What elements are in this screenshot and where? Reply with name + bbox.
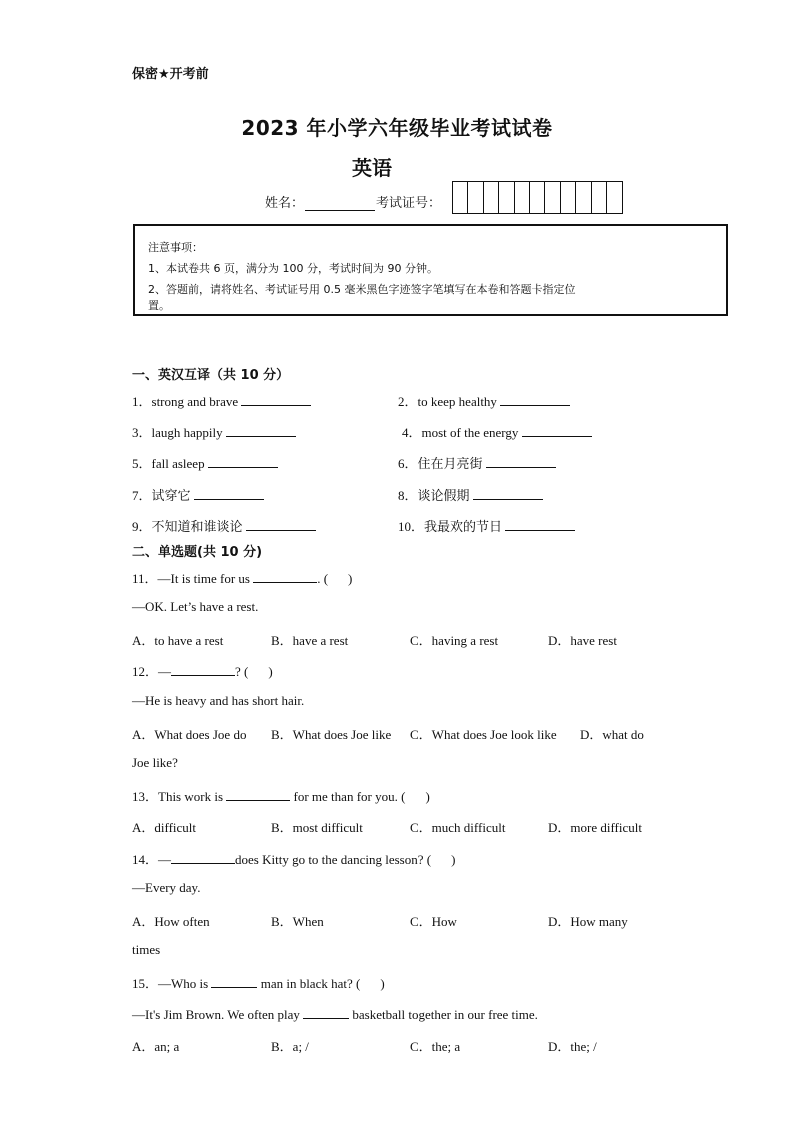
answer-blank[interactable] xyxy=(522,423,592,437)
stem-text: ? ( xyxy=(235,664,249,679)
stem-text: for me than for you. ( xyxy=(293,789,406,804)
question-6 xyxy=(398,453,556,472)
exam-number-cell[interactable] xyxy=(468,182,483,213)
question-number: 2． xyxy=(398,394,418,409)
answer-blank[interactable] xyxy=(226,423,296,437)
question-text: fall asleep xyxy=(151,456,205,471)
question-text: 谈论假期 xyxy=(417,489,470,504)
answer-blank[interactable] xyxy=(486,454,556,468)
name-row xyxy=(265,192,441,211)
stem-text: ) xyxy=(348,571,353,586)
exam-number-cell[interactable] xyxy=(515,182,530,213)
question-text: 我最欢的节日 xyxy=(424,520,503,535)
question-8 xyxy=(398,485,543,504)
question-11-stem xyxy=(132,568,352,587)
answer-blank[interactable] xyxy=(226,787,290,801)
stem-text: ) xyxy=(268,664,273,679)
question-15-reply xyxy=(132,1005,538,1023)
section-2-title: 二、单选题(共 10 分) xyxy=(132,545,263,560)
question-14-stem xyxy=(132,849,455,868)
exam-number-cell[interactable] xyxy=(561,182,576,213)
option-a[interactable]: A．How often xyxy=(132,914,210,929)
question-text: strong and brave xyxy=(151,394,239,409)
confidential-mark: 保密★开考前 xyxy=(132,67,209,82)
notice-title: 注意事项： xyxy=(148,241,203,254)
name-label: 姓名： xyxy=(265,196,305,211)
exam-subject: 英语 xyxy=(352,156,392,180)
question-13-stem xyxy=(132,786,430,805)
stem-text: 14．— xyxy=(132,852,172,867)
stem-text: ) xyxy=(380,976,385,991)
option-c[interactable]: C．What does Joe look like xyxy=(410,727,557,742)
option-d-wrap: Joe like? xyxy=(132,755,178,770)
question-number: 10． xyxy=(398,519,425,534)
notice-line-2-cont: 置。 xyxy=(148,299,170,312)
exam-title: 2023 年小学六年级毕业考试试卷 xyxy=(241,116,553,140)
answer-blank[interactable] xyxy=(473,486,543,500)
question-5 xyxy=(132,453,278,472)
option-a[interactable]: A．to have a rest xyxy=(132,633,224,648)
question-12-reply: —He is heavy and has short hair. xyxy=(132,693,305,708)
exam-no-label: 考试证号： xyxy=(376,196,442,211)
notice-line-2: 2、答题前，请将姓名、考试证号用 0.5 毫米黑色字迹签字笔填写在本卷和答题卡指定位 xyxy=(148,283,576,296)
question-4 xyxy=(402,422,592,441)
answer-blank[interactable] xyxy=(253,569,317,583)
stem-text: ) xyxy=(425,789,430,804)
stem-text: 12．— xyxy=(132,664,172,679)
question-1 xyxy=(132,391,311,410)
exam-number-cell[interactable] xyxy=(576,182,591,213)
question-number: 3． xyxy=(132,425,152,440)
option-b[interactable]: B．most difficult xyxy=(271,820,363,835)
question-text: 不知道和谁谈论 xyxy=(151,520,243,535)
question-11-reply: —OK. Let’s have a rest. xyxy=(132,599,259,614)
answer-blank[interactable] xyxy=(500,392,570,406)
section-1-title: 一、英汉互译（共 10 分） xyxy=(132,368,290,383)
question-12-stem xyxy=(132,661,273,680)
option-d[interactable]: D．more difficult xyxy=(548,820,642,835)
question-text: 试穿它 xyxy=(151,489,191,504)
answer-blank[interactable] xyxy=(241,392,311,406)
question-9 xyxy=(132,516,316,535)
answer-blank[interactable] xyxy=(303,1005,349,1019)
stem-text: . ( xyxy=(317,571,329,586)
option-d[interactable]: D．How many xyxy=(548,914,628,929)
question-number: 9． xyxy=(132,519,152,534)
exam-number-cell[interactable] xyxy=(545,182,560,213)
answer-blank[interactable] xyxy=(171,662,235,676)
question-10 xyxy=(398,516,575,535)
option-c[interactable]: C．How xyxy=(410,914,457,929)
option-d[interactable]: D．have rest xyxy=(548,633,617,648)
option-c[interactable]: C．the; a xyxy=(410,1039,461,1054)
question-text: 住在月亮街 xyxy=(417,457,483,472)
question-number: 7． xyxy=(132,488,152,503)
answer-blank[interactable] xyxy=(208,454,278,468)
answer-blank[interactable] xyxy=(505,517,575,531)
exam-number-cell[interactable] xyxy=(453,182,468,213)
option-b[interactable]: B．When xyxy=(271,914,324,929)
notice-box xyxy=(133,224,728,316)
option-d[interactable]: D．what do xyxy=(580,727,644,742)
exam-number-cell[interactable] xyxy=(592,182,607,213)
stem-text: does Kitty go to the dancing lesson? ( xyxy=(235,852,432,867)
option-c[interactable]: C．having a rest xyxy=(410,633,499,648)
question-2 xyxy=(398,391,570,410)
exam-number-cell[interactable] xyxy=(530,182,545,213)
option-a[interactable]: A．difficult xyxy=(132,820,197,835)
stem-text: 13．This work is xyxy=(132,789,224,804)
question-7 xyxy=(132,485,264,504)
option-d-wrap: times xyxy=(132,942,161,957)
question-number: 1． xyxy=(132,394,152,409)
stem-text: 11．—It is time for us xyxy=(132,571,250,586)
stem-text: ) xyxy=(451,852,456,867)
option-b[interactable]: B．have a rest xyxy=(271,633,349,648)
question-text: most of the energy xyxy=(421,425,519,440)
option-a[interactable]: A．an; a xyxy=(132,1039,180,1054)
question-number: 5． xyxy=(132,456,152,471)
question-text: laugh happily xyxy=(151,425,223,440)
exam-number-cell[interactable] xyxy=(607,182,622,213)
option-b[interactable]: B．a; / xyxy=(271,1039,309,1054)
question-text: to keep healthy xyxy=(417,394,497,409)
stem-text: 15．—Who is xyxy=(132,976,209,991)
answer-blank[interactable] xyxy=(194,486,264,500)
question-14-reply: —Every day. xyxy=(132,880,201,895)
notice-line-1: 1、本试卷共 6 页，满分为 100 分，考试时间为 90 分钟。 xyxy=(148,262,438,275)
option-b[interactable]: B．What does Joe like xyxy=(271,727,392,742)
reply-text: basketball together in our free time. xyxy=(352,1007,538,1022)
exam-number-cell[interactable] xyxy=(484,182,499,213)
answer-blank[interactable] xyxy=(211,974,257,988)
question-number: 6． xyxy=(398,456,418,471)
question-3 xyxy=(132,422,296,441)
answer-blank[interactable] xyxy=(246,517,316,531)
exam-number-cell[interactable] xyxy=(499,182,514,213)
exam-number-boxes[interactable] xyxy=(452,181,623,214)
option-d[interactable]: D．the; / xyxy=(548,1039,597,1054)
name-blank[interactable] xyxy=(305,196,375,211)
question-number: 4． xyxy=(402,425,422,440)
reply-text: —It's Jim Brown. We often play xyxy=(132,1007,300,1022)
option-c[interactable]: C．much difficult xyxy=(410,820,506,835)
question-number: 8． xyxy=(398,488,418,503)
answer-blank[interactable] xyxy=(171,850,235,864)
question-15-stem xyxy=(132,973,385,992)
stem-text: man in black hat? ( xyxy=(260,976,361,991)
option-a[interactable]: A．What does Joe do xyxy=(132,727,247,742)
